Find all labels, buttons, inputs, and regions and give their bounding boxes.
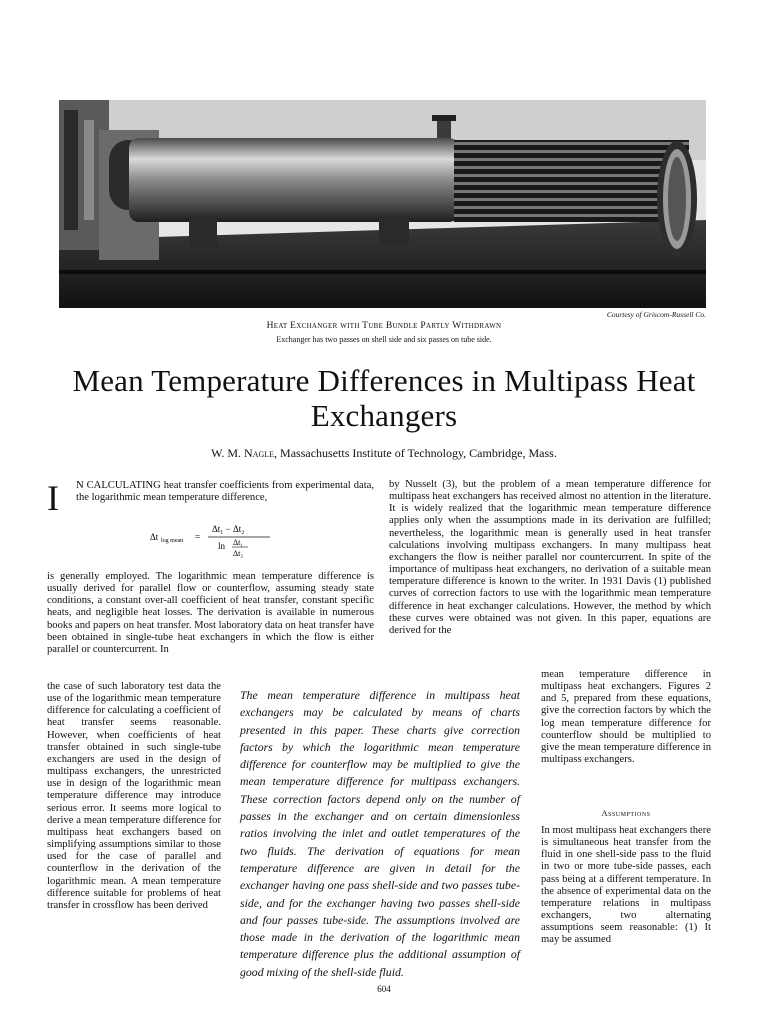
formula-den-num: Δt₁ bbox=[233, 538, 244, 547]
byline bbox=[0, 446, 768, 461]
formula-numerator: Δt₁ − Δt₂ bbox=[212, 524, 245, 534]
article-title: Mean Temperature Differences in Multipass Heat Exchangers bbox=[72, 363, 696, 433]
figure-caption-subtitle: Exchanger has two passes on shell side and six passes on tube side. bbox=[276, 335, 492, 344]
left-column-text: is generally employed. The logarithmic mean temperature difference is usually derived for parallel flow or counterflow, assuming steady state conditions, a constant over-all coefficient of heat transfer, constant specific heats, and negligible heat losses. The derivation is available in numerous books and papers on heat transfer. Most laboratory data on heat transfer have been obtained in single-tube heat exchangers in which the flow is either parallel or countercurrent. In bbox=[47, 571, 374, 655]
formula-lhs: Δt bbox=[150, 532, 159, 542]
formula-ln: ln bbox=[218, 541, 226, 551]
author-name: W. M. Nagle, bbox=[211, 446, 278, 460]
log-mean-formula bbox=[150, 523, 290, 563]
photo-credit: Courtesy of Griscom-Russell Co. bbox=[606, 310, 706, 319]
page-number: 604 bbox=[377, 984, 391, 994]
author-affiliation: Massachusetts Institute of Technology, Cambridge, Mass. bbox=[280, 446, 557, 460]
right-column-text: by Nusselt (3), but the problem of a mean temperature difference for multipass heat exchangers has received almost no attention in the literature. It is widely realized that the logarithmic mean temperature difference applies only when the assumptions made in its derivation are fulfilled; nevertheless, the logarithmic mean is generally used in heat transfer calculations involving multipass exchangers. In many multipass heat exchangers the flow is neither parallel nor countercurrent. In spite of the importance of multipass heat exchangers, no derivation of a suitable mean temperature difference is known to the writer. In 1931 Davis (1) published curves of correction factors to use with the logarithmic mean temperature difference in heat exchanger calculations. However, the method by which these curves were obtained was not given. In this paper, equations are derived for the bbox=[389, 479, 711, 636]
heat-exchanger-photo bbox=[59, 100, 706, 308]
assumptions-paragraph: In most multipass heat exchangers there is simultaneous heat transfer from the fluid in one shell-side pass to the fluid in two or more tube-side passes, each pass being at a different temperature. In the absence of experimental data on the temperature relations in multipass exchangers, two alternating assumptions seem reasonable: (1) It may be assumed bbox=[541, 825, 711, 946]
section-heading-assumptions: Assumptions bbox=[601, 808, 651, 818]
formula-equals: = bbox=[195, 532, 201, 542]
drop-cap: I bbox=[47, 478, 59, 518]
formula-graphic bbox=[150, 523, 290, 563]
formula-den-den: Δt₂ bbox=[233, 549, 244, 558]
formula-lhs-sub: log mean bbox=[161, 538, 184, 544]
right-narrow-column-text: mean temperature difference in multipass heat exchangers. Figures 2 and 5, prepared from these equations, give the correction factors by which the log mean temperature difference for counterflow should be multiplied to give the mean temperature difference in multipass exchangers. bbox=[541, 669, 711, 766]
figure-caption-title: Heat Exchanger with Tube Bundle Partly Withdrawn bbox=[266, 321, 502, 331]
abstract-box: The mean temperature difference in multipass heat exchangers may be calculated by means of charts presented in this paper. These charts give correction factors by which the logarithmic mean temperature difference for counterflow may be multiplied to give the mean temperature difference for multipass exchangers. These correction factors depend only on the number of passes in the exchanger and on certain dimensionless ratios involving the inlet and outlet temperatures of the two fluids. The derivation of equations for mean temperature difference are given in detail for the exchanger having one pass shell-side and two passes tube-side, and for the exchanger having two passes shell-side and four passes tube-side. The assumptions involved are those made in the derivation of the logarithmic mean temperature difference plus the additional assumption of good mixing of the shell-side fluid. bbox=[240, 688, 520, 979]
left-narrow-column-text: the case of such laboratory test data the use of the logarithmic mean temperature difference for calculating a coefficient of heat transfer seems reasonable. However, when coefficients of heat transfer obtained in such single-tube exchangers are used in the design of multipass exchangers, the unrestricted use in design of the logarithmic mean temperature difference may introduce serious error. It seems more logical to derive a mean temperature difference for multipass heat exchangers based on simplifying assumptions similar to those used for the case of parallel and counterflow in the derivation of the logarithmic mean. A mean temperature difference suitable for problems of heat transfer in crossflow has been derived bbox=[47, 681, 221, 911]
intro-paragraph: N CALCULATING heat transfer coefficients from experimental data, the logarithmic mean temperature difference, bbox=[76, 480, 374, 504]
